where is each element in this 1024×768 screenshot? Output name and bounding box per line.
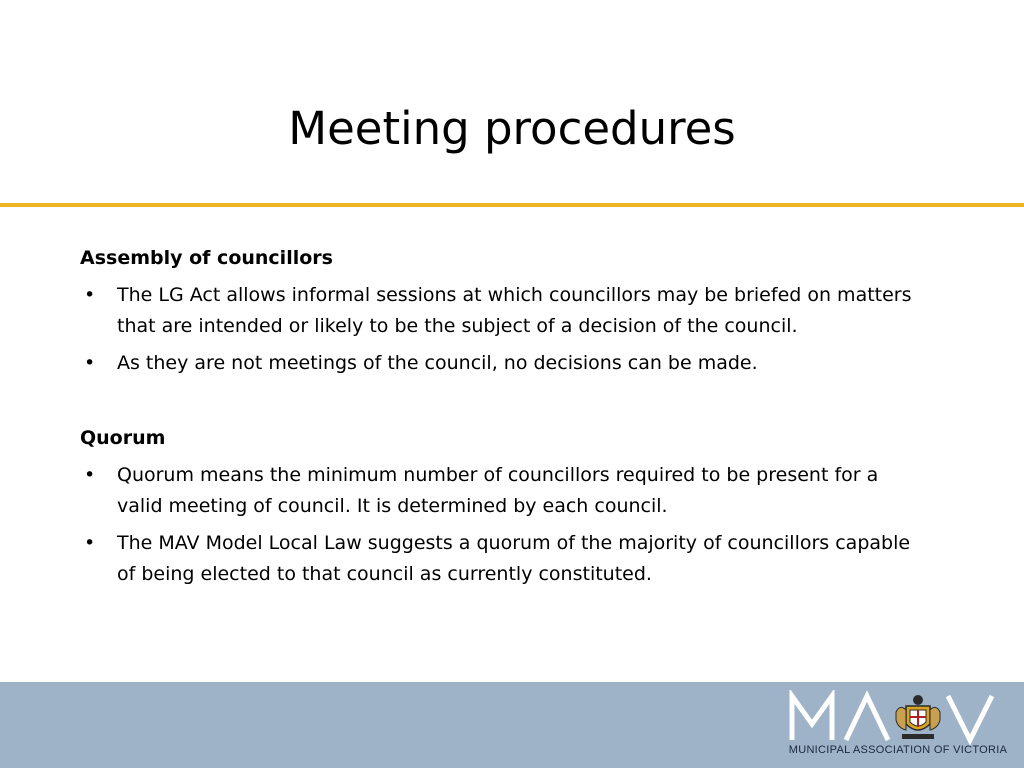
mav-logo-mark xyxy=(788,690,1008,746)
slide-body xyxy=(80,243,920,596)
bullet-text: The MAV Model Local Law suggests a quorum of the majority of councillors capable of being elected to that council as currently constituted. xyxy=(117,532,911,585)
bullet-dot-icon: • xyxy=(84,352,96,374)
bullet-dot-icon: • xyxy=(84,532,96,554)
section-spacer xyxy=(80,385,920,423)
bullet-text: The LG Act allows informal sessions at which councillors may be briefed on matters that are intended or likely to be the subject of a decision of the council. xyxy=(117,284,912,337)
logo-letter-v xyxy=(948,696,992,740)
coat-of-arms-icon xyxy=(896,695,940,739)
list-item xyxy=(80,348,920,379)
section-heading: Assembly of councillors xyxy=(80,247,333,269)
section-quorum xyxy=(80,423,920,590)
section-assembly xyxy=(80,243,920,379)
list-item xyxy=(80,528,920,590)
mav-logo xyxy=(788,690,1008,762)
bullet-list xyxy=(80,460,920,590)
list-item xyxy=(80,280,920,342)
title-divider xyxy=(0,203,1024,207)
bullet-dot-icon: • xyxy=(84,284,96,306)
logo-organisation-name: MUNICIPAL ASSOCIATION OF VICTORIA xyxy=(788,744,1008,756)
bullet-text: Quorum means the minimum number of councillors required to be present for a valid meeting of council. It is determined by each council. xyxy=(117,464,879,517)
logo-letter-m xyxy=(792,696,832,740)
bullet-dot-icon: • xyxy=(84,464,96,486)
bullet-list xyxy=(80,280,920,379)
slide-title: Meeting procedures xyxy=(288,102,736,155)
logo-letter-a xyxy=(846,696,888,740)
bullet-text: As they are not meetings of the council, no decisions can be made. xyxy=(117,352,758,374)
section-heading: Quorum xyxy=(80,427,166,449)
list-item xyxy=(80,460,920,522)
